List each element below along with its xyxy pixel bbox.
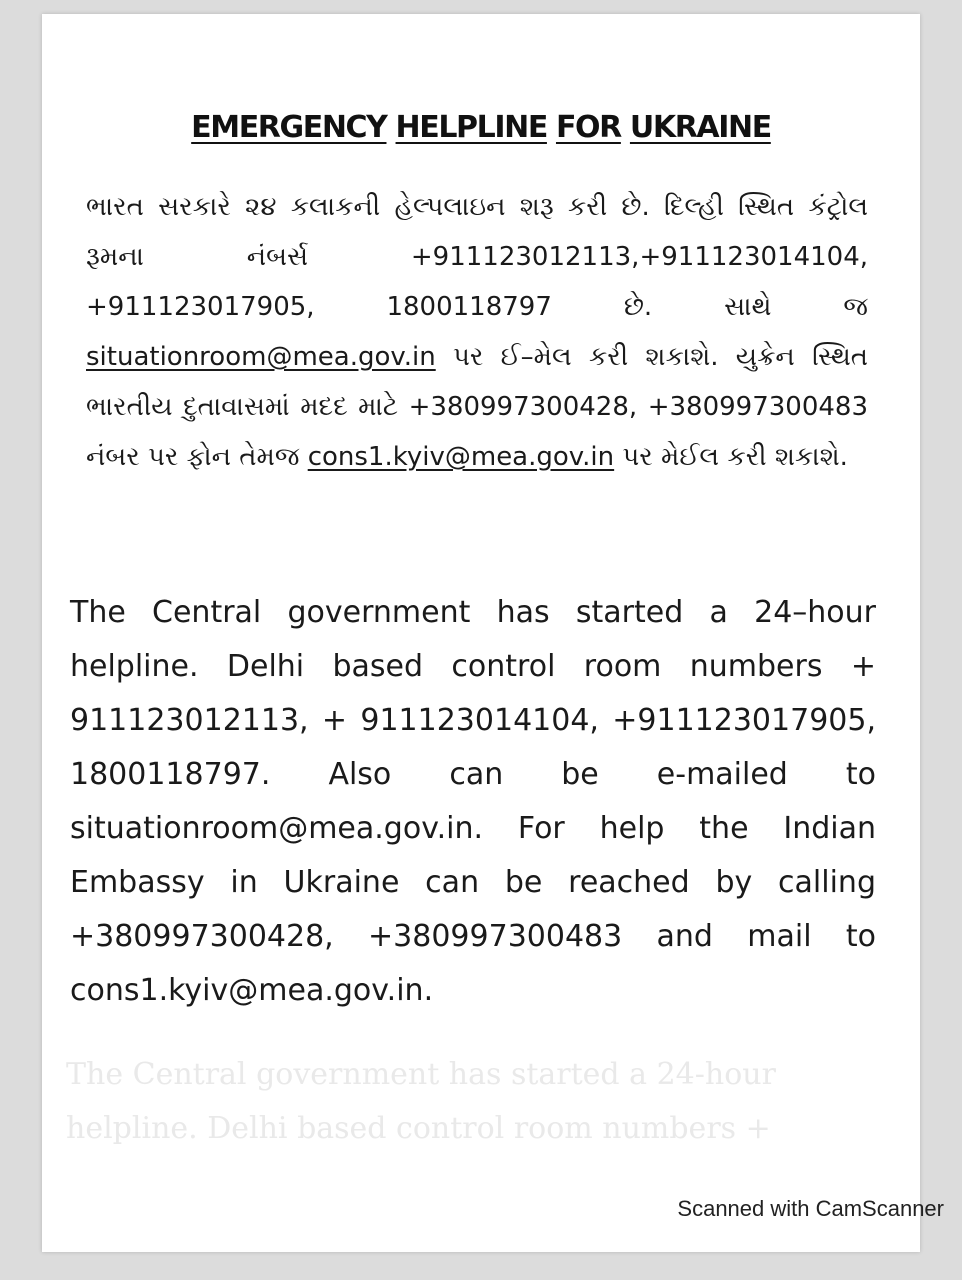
gujarati-email-cons1: cons1.kyiv@mea.gov.in [307,442,615,472]
english-paragraph: The Central government has started a 24–hour helpline. Delhi based control room numbers + 911123012113, + 911123014104, +911123017905, 1800118797. Also can be e-mailed to situationroom@mea.gov.in. For help the Indian Embassy in Ukraine can be reached by calling +380997300428, +380997300483 and mail to cons1.kyiv@mea.gov.in. [70,595,876,1008]
scanned-page [42,14,920,1252]
title-word: UKRAINE [629,110,771,145]
page-title [42,110,920,145]
gujarati-paragraph [86,182,868,482]
faint-bleed-through-line: helpline. Delhi based control room numbers + [66,1111,771,1146]
camscanner-watermark: Scanned with CamScanner [677,1196,944,1221]
gujarati-text-2: પર ઈ–મેલ કરી શકાશે. યુક્રેન સ્થિત ભારતીય દુતાવાસમાં મદદ માટે +380997300428, +380997300483 નંબર પર ફોન તેમજ [86,342,868,472]
title-word: EMERGENCY [191,110,387,145]
title-word: FOR [555,110,621,145]
gujarati-email-situationroom: situationroom@mea.gov.in [86,342,436,372]
title-word: HELPLINE [395,110,547,145]
gujarati-text-3: પર મેઈલ કરી શકાશે. [622,442,848,472]
gujarati-text-1: ભારત સરકારે ૨૪ કલાકની હેલ્પલાઇન શરૂ કરી છે. દિલ્હી સ્થિત કંટ્રોલ રૂમના નંબર્સ +911123012113,+911123014104, +911123017905, 1800118797 છે. સાથે જ [86,192,868,322]
faint-bleed-through-line: The Central government has started a 24-hour [66,1057,776,1092]
